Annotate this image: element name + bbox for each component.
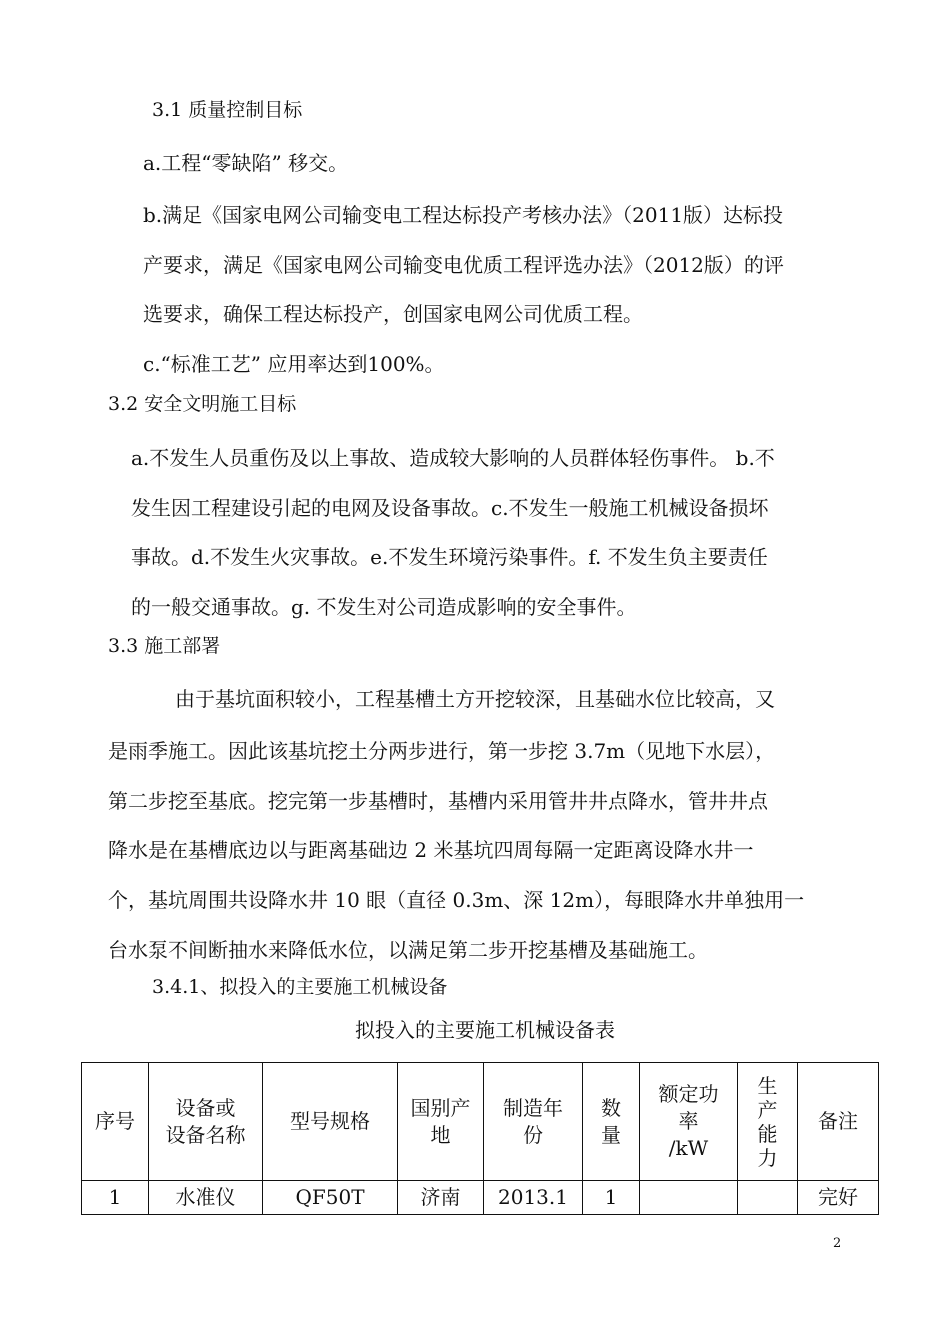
table-header-row xyxy=(82,1063,879,1181)
table-cell: 2013.1 xyxy=(484,1181,583,1215)
paragraph-line: 降水是在基槽底边以与距离基础边 2 米基坑四周每隔一定距离设降水井一 xyxy=(108,838,754,862)
header-cell: 序号 xyxy=(82,1063,149,1181)
paragraph-line: 发生因工程建设引起的电网及设备事故。c.不发生一般施工机械设备损坏 xyxy=(131,496,769,520)
header-cell: 额定功 率 /kW xyxy=(640,1063,738,1181)
table-cell: 1 xyxy=(583,1181,640,1215)
paragraph-line: 的一般交通事故。g. 不发生对公司造成影响的安全事件。 xyxy=(131,595,637,619)
section-3-3-heading: 3.3 施工部署 xyxy=(108,635,221,657)
page-number: 2 xyxy=(833,1236,842,1251)
header-cell: 数 量 xyxy=(583,1063,640,1181)
paragraph-line: 第二步挖至基底。挖完第一步基槽时，基槽内采用管井井点降水，管井井点 xyxy=(108,789,768,813)
paragraph-line: a.工程“零缺陷” 移交。 xyxy=(143,151,349,175)
paragraph-line: 由于基坑面积较小，工程基槽土方开挖较深，且基础水位比较高，又 xyxy=(175,687,775,711)
table-caption: 拟投入的主要施工机械设备表 xyxy=(355,1018,615,1042)
table-row xyxy=(82,1181,879,1215)
paragraph-line: c.“标准工艺” 应用率达到100%。 xyxy=(143,352,445,376)
table-cell xyxy=(738,1181,798,1215)
paragraph-line: 事故。d.不发生火灾事故。e.不发生环境污染事件。f. 不发生负主要责任 xyxy=(131,545,768,569)
header-cell: 备注 xyxy=(798,1063,879,1181)
table-cell: 完好 xyxy=(798,1181,879,1215)
table-cell xyxy=(640,1181,738,1215)
table-cell: 济南 xyxy=(398,1181,484,1215)
paragraph-line: 选要求，确保工程达标投产，创国家电网公司优质工程。 xyxy=(143,302,643,326)
table-cell: 水准仪 xyxy=(149,1181,263,1215)
paragraph-line: 台水泵不间断抽水来降低水位，以满足第二步开挖基槽及基础施工。 xyxy=(108,938,708,962)
section-3-4-1-heading: 3.4.1、拟投入的主要施工机械设备 xyxy=(152,976,448,998)
section-3-1-heading: 3.1 质量控制目标 xyxy=(152,99,303,121)
paragraph-line: b.满足《国家电网公司输变电工程达标投产考核办法》（2011版）达标投 xyxy=(143,203,784,227)
header-cell: 制造年 份 xyxy=(484,1063,583,1181)
paragraph-line: 个，基坑周围共设降水井 10 眼（直径 0.3m、深 12m），每眼降水井单独用一 xyxy=(108,888,805,912)
paragraph-line: 是雨季施工。因此该基坑挖土分两步进行，第一步挖 3.7m（见地下水层）， xyxy=(108,739,776,763)
header-cell: 国别产 地 xyxy=(398,1063,484,1181)
header-cell: 设备或 设备名称 xyxy=(149,1063,263,1181)
paragraph-line: 产要求，满足《国家电网公司输变电优质工程评选办法》（2012版）的评 xyxy=(143,253,784,277)
header-cell: 型号规格 xyxy=(263,1063,398,1181)
table-cell: 1 xyxy=(82,1181,149,1215)
table-cell: QF50T xyxy=(263,1181,398,1215)
section-3-2-heading: 3.2 安全文明施工目标 xyxy=(108,393,297,415)
equipment-table xyxy=(81,1062,879,1215)
header-cell: 生 产 能 力 xyxy=(738,1063,798,1181)
paragraph-line: a.不发生人员重伤及以上事故、造成较大影响的人员群体轻伤事件。 b.不 xyxy=(131,446,775,470)
